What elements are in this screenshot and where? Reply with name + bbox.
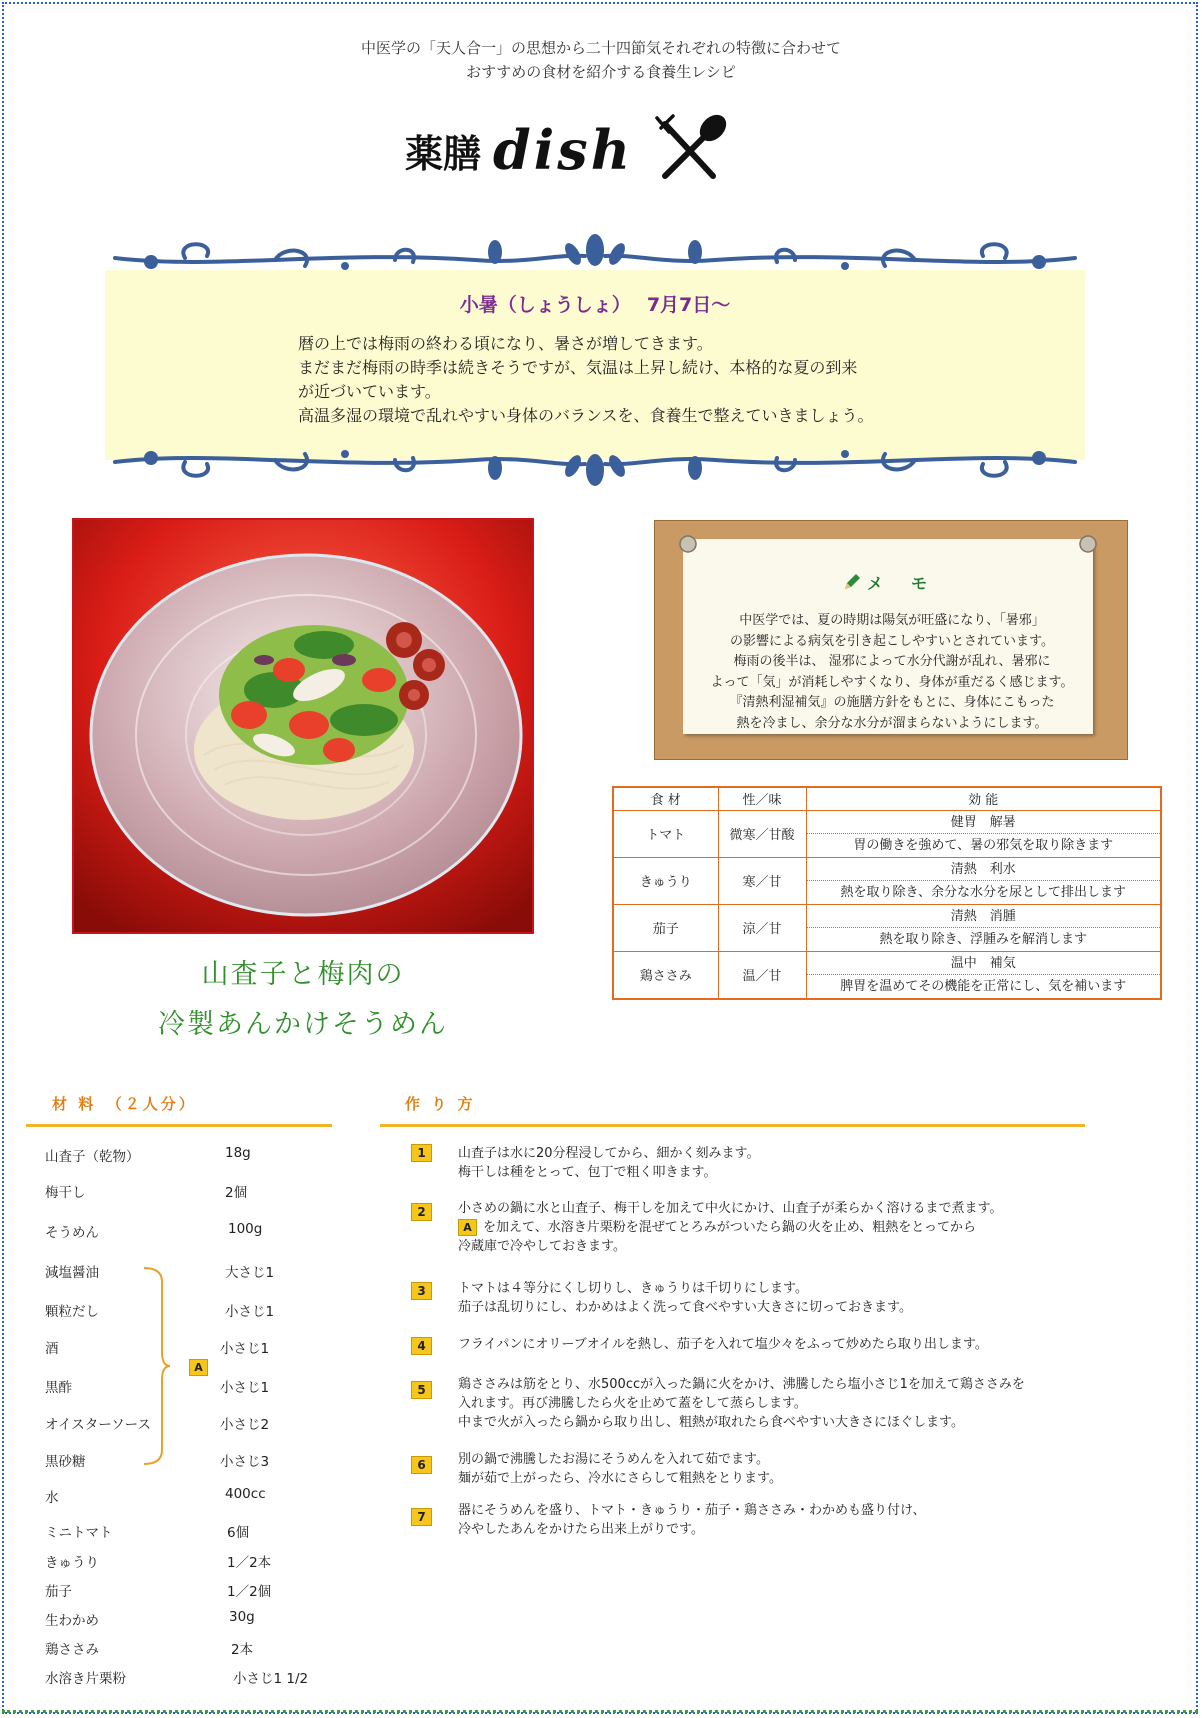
ingredient-name: 黒砂糖: [45, 1454, 86, 1470]
effect-detail: 胃の働きを強めて、暑の邪気を取り除きます: [853, 837, 1114, 853]
memo-line: の影響による病気を引き起こしやすいとされています。: [730, 633, 1054, 649]
step-line: 入れます。再び沸騰したら火を止めて蓋をして蒸らします。: [458, 1396, 807, 1411]
step-text: [458, 1375, 1098, 1432]
step-line: 茄子は乱切りにし、わかめはよく洗って食べやすい大きさに切っておきます。: [458, 1300, 912, 1315]
season-line: が近づいています。: [298, 382, 441, 401]
ingredient-name: 水: [45, 1490, 59, 1506]
step-text: [458, 1450, 1098, 1488]
intro-text: [0, 36, 1202, 84]
intro-line-2: おすすめの食材を紹介する食養生レシピ: [466, 63, 736, 81]
ingredients-heading: 材 料 （２人分）: [52, 1095, 197, 1113]
ingredient-name: 梅干し: [45, 1185, 86, 1201]
intro-line-1: 中医学の「天人合一」の思想から二十四節気それぞれの特徴に合わせて: [360, 39, 841, 57]
pin-icon: [677, 533, 699, 555]
ingredient-name: 鶏ささみ: [45, 1642, 99, 1658]
pencil-icon: [843, 573, 861, 591]
col-nature: 性／味: [718, 787, 806, 810]
memo-title: [683, 571, 1093, 594]
recipe-title-line-2: 冷製あんかけそうめん: [158, 1009, 448, 1040]
season-title: 小暑（しょうしょ） 7月7日～: [459, 294, 731, 316]
cell-effect: [806, 810, 1161, 857]
brand-jp: 薬膳: [405, 130, 482, 176]
ingredient-amount: 小さじ1 1/2: [233, 1671, 309, 1687]
group-bracket: [142, 1266, 172, 1466]
effect-name: 清熱 消腫: [807, 905, 1161, 928]
ingredient-amount: 400cc: [225, 1486, 266, 1502]
step-line: 中まで火が入ったら鍋から取り出し、粗熱が取れたら食べやすい大きさにほぐします。: [458, 1415, 964, 1430]
table-row: [613, 857, 1161, 904]
cell-food: トマト: [613, 810, 718, 857]
ingredient-amount: 大さじ1: [225, 1265, 275, 1281]
season-line: 暦の上では梅雨の終わる頃になり、暑さが増してきます。: [298, 334, 713, 353]
step-line: トマトは４等分にくし切りし、きゅうりは千切りにします。: [458, 1281, 808, 1296]
step-text: [458, 1335, 1098, 1354]
ingredient-properties-table: [612, 786, 1162, 1000]
ingredient-amount: 1／2個: [227, 1584, 272, 1600]
memo-line: よって「気」が消耗しやすくなり、身体が重だるく感じます。: [710, 674, 1074, 690]
ingredient-amount: 小さじ1: [220, 1341, 270, 1357]
season-banner: [95, 230, 1095, 490]
ingredient-name: 酒: [45, 1341, 59, 1357]
fork-spoon-icon: [651, 110, 731, 190]
col-effect: 効 能: [806, 787, 1161, 810]
pin-icon: [1077, 533, 1099, 555]
step-line: 冷蔵庫で冷やしておきます。: [458, 1239, 626, 1254]
method-heading: 作 り 方: [405, 1095, 476, 1113]
brand-logo: [405, 110, 731, 190]
step-number: 3: [411, 1282, 432, 1300]
step-text: [458, 1199, 1098, 1256]
ingredient-amount: 小さじ3: [220, 1454, 270, 1470]
ingredient-name: きゅうり: [45, 1555, 99, 1571]
effect-detail: 熱を取り除き、余分な水分を尿として排出します: [840, 884, 1126, 900]
dish-photo: [72, 518, 534, 934]
ingredient-amount: 2本: [231, 1642, 254, 1658]
cell-effect: [806, 857, 1161, 904]
step-number: 1: [411, 1144, 432, 1162]
recipe-title-line-1: 山査子と梅肉の: [201, 959, 405, 990]
step-number: 2: [411, 1203, 432, 1221]
bottom-divider: [2, 1710, 1198, 1713]
cell-food: 鶏ささみ: [613, 951, 718, 999]
step-line-with-tag: [458, 1218, 1098, 1237]
recipe-title: [72, 950, 534, 1050]
ingredient-name: 水溶き片栗粉: [45, 1671, 126, 1687]
col-food: 食 材: [613, 787, 718, 810]
effect-name: 温中 補気: [807, 952, 1161, 975]
cell-food: 茄子: [613, 904, 718, 951]
step-line: 麺が茹で上がったら、冷水にさらして粗熱をとります。: [458, 1471, 782, 1486]
memo-title-text: メ モ: [866, 574, 933, 593]
step-text: [458, 1279, 1098, 1317]
cell-effect: [806, 951, 1161, 999]
ingredient-amount: 30g: [229, 1609, 255, 1625]
ingredient-name: 茄子: [45, 1584, 72, 1600]
ingredient-name: 山査子（乾物）: [45, 1149, 140, 1165]
step-number: 7: [411, 1508, 432, 1526]
table-header-row: [613, 787, 1161, 810]
bottom-ornament: [95, 440, 1095, 490]
step-number: 6: [411, 1456, 432, 1474]
cell-nature: 微寒／甘酸: [718, 810, 806, 857]
ingredient-amount: 100g: [228, 1221, 263, 1237]
table-row: [613, 810, 1161, 857]
ingredient-name: 減塩醤油: [45, 1265, 99, 1281]
brand-en: dish: [493, 118, 633, 182]
memo-body: [697, 611, 1087, 734]
memo-paper: [683, 539, 1093, 734]
cell-nature: 涼／甘: [718, 904, 806, 951]
memo-board: [654, 520, 1128, 760]
cell-nature: 温／甘: [718, 951, 806, 999]
memo-line: 梅雨の後半は、 湿邪によって水分代謝が乱れ、暑邪に: [733, 654, 1051, 669]
memo-line: 中医学では、夏の時期は陽気が旺盛になり、「暑邪」: [739, 613, 1045, 628]
ingredient-name: そうめん: [45, 1225, 99, 1241]
step-line: フライパンにオリーブオイルを熱し、茄子を入れて塩少々をふって炒めたら取り出します。: [458, 1337, 988, 1352]
ingredient-name: ミニトマト: [45, 1525, 113, 1541]
effect-name: 清熱 利水: [807, 858, 1161, 881]
ingredient-amount: 18g: [225, 1145, 251, 1161]
season-line: 高温多湿の環境で乱れやすい身体のバランスを、食養生で整えていきましょう。: [298, 406, 874, 425]
ingredient-amount: 小さじ1: [225, 1304, 275, 1320]
ingredient-amount: 6個: [227, 1525, 250, 1541]
ingredient-name: オイスターソース: [45, 1417, 151, 1433]
season-description: [298, 332, 998, 428]
group-a-tag: A: [189, 1359, 208, 1376]
season-line: まだまだ梅雨の時季は続きそうですが、気温は上昇し続け、本格的な夏の到来: [298, 358, 858, 377]
step-text: [458, 1501, 1098, 1539]
ingredient-amount: 小さじ1: [220, 1380, 270, 1396]
method-rule: [380, 1124, 1085, 1127]
step-text: [458, 1144, 1098, 1182]
ingredient-name: 生わかめ: [45, 1613, 99, 1629]
effect-name: 健胃 解暑: [807, 811, 1161, 834]
table-row: [613, 904, 1161, 951]
step-line: 小さめの鍋に水と山査子、梅干しを加えて中火にかけ、山査子が柔らかく溶けるまで煮ます。: [458, 1201, 1003, 1216]
effect-detail: 熱を取り除き、浮腫みを解消します: [879, 931, 1087, 947]
ingredient-amount: 小さじ2: [220, 1417, 270, 1433]
table-row: [613, 951, 1161, 999]
ingredient-amount: 2個: [225, 1185, 248, 1201]
group-a-tag: A: [458, 1219, 477, 1236]
step-line: 山査子は水に20分程浸してから、細かく刻みます。: [458, 1146, 760, 1161]
cell-nature: 寒／甘: [718, 857, 806, 904]
step-line: 冷やしたあんをかけたら出来上がりです。: [458, 1522, 704, 1537]
ingredients-rule: [26, 1124, 332, 1127]
ingredient-name: 黒酢: [45, 1380, 72, 1396]
ingredient-amount: 1／2本: [227, 1555, 272, 1571]
memo-line: 熱を冷まし、余分な水分が溜まらないようにします。: [736, 715, 1048, 731]
effect-detail: 脾胃を温めてその機能を正常にし、気を補います: [840, 978, 1127, 994]
step-line: 梅干しは種をとって、包丁で粗く叩きます。: [458, 1165, 717, 1180]
step-line: を加えて、水溶き片栗粉を混ぜてとろみがついたら鍋の火を止め、粗熱をとってから: [483, 1220, 976, 1235]
ingredient-name: 顆粒だし: [45, 1304, 99, 1320]
step-number: 5: [411, 1381, 432, 1399]
memo-line: 『清熱利湿補気』の施膳方針をもとに、身体にこもった: [729, 695, 1055, 710]
step-line: 別の鍋で沸騰したお湯にそうめんを入れて茹でます。: [458, 1452, 769, 1467]
cell-effect: [806, 904, 1161, 951]
cell-food: きゅうり: [613, 857, 718, 904]
dish-illustration: [74, 520, 534, 934]
step-line: 鶏ささみは筋をとり、水500ccが入った鍋に火をかけ、沸騰したら塩小さじ1を加えて鶏ささみを: [458, 1377, 1025, 1392]
step-number: 4: [411, 1337, 432, 1355]
step-line: 器にそうめんを盛り、トマト・きゅうり・茄子・鶏ささみ・わかめも盛り付け、: [458, 1503, 926, 1518]
